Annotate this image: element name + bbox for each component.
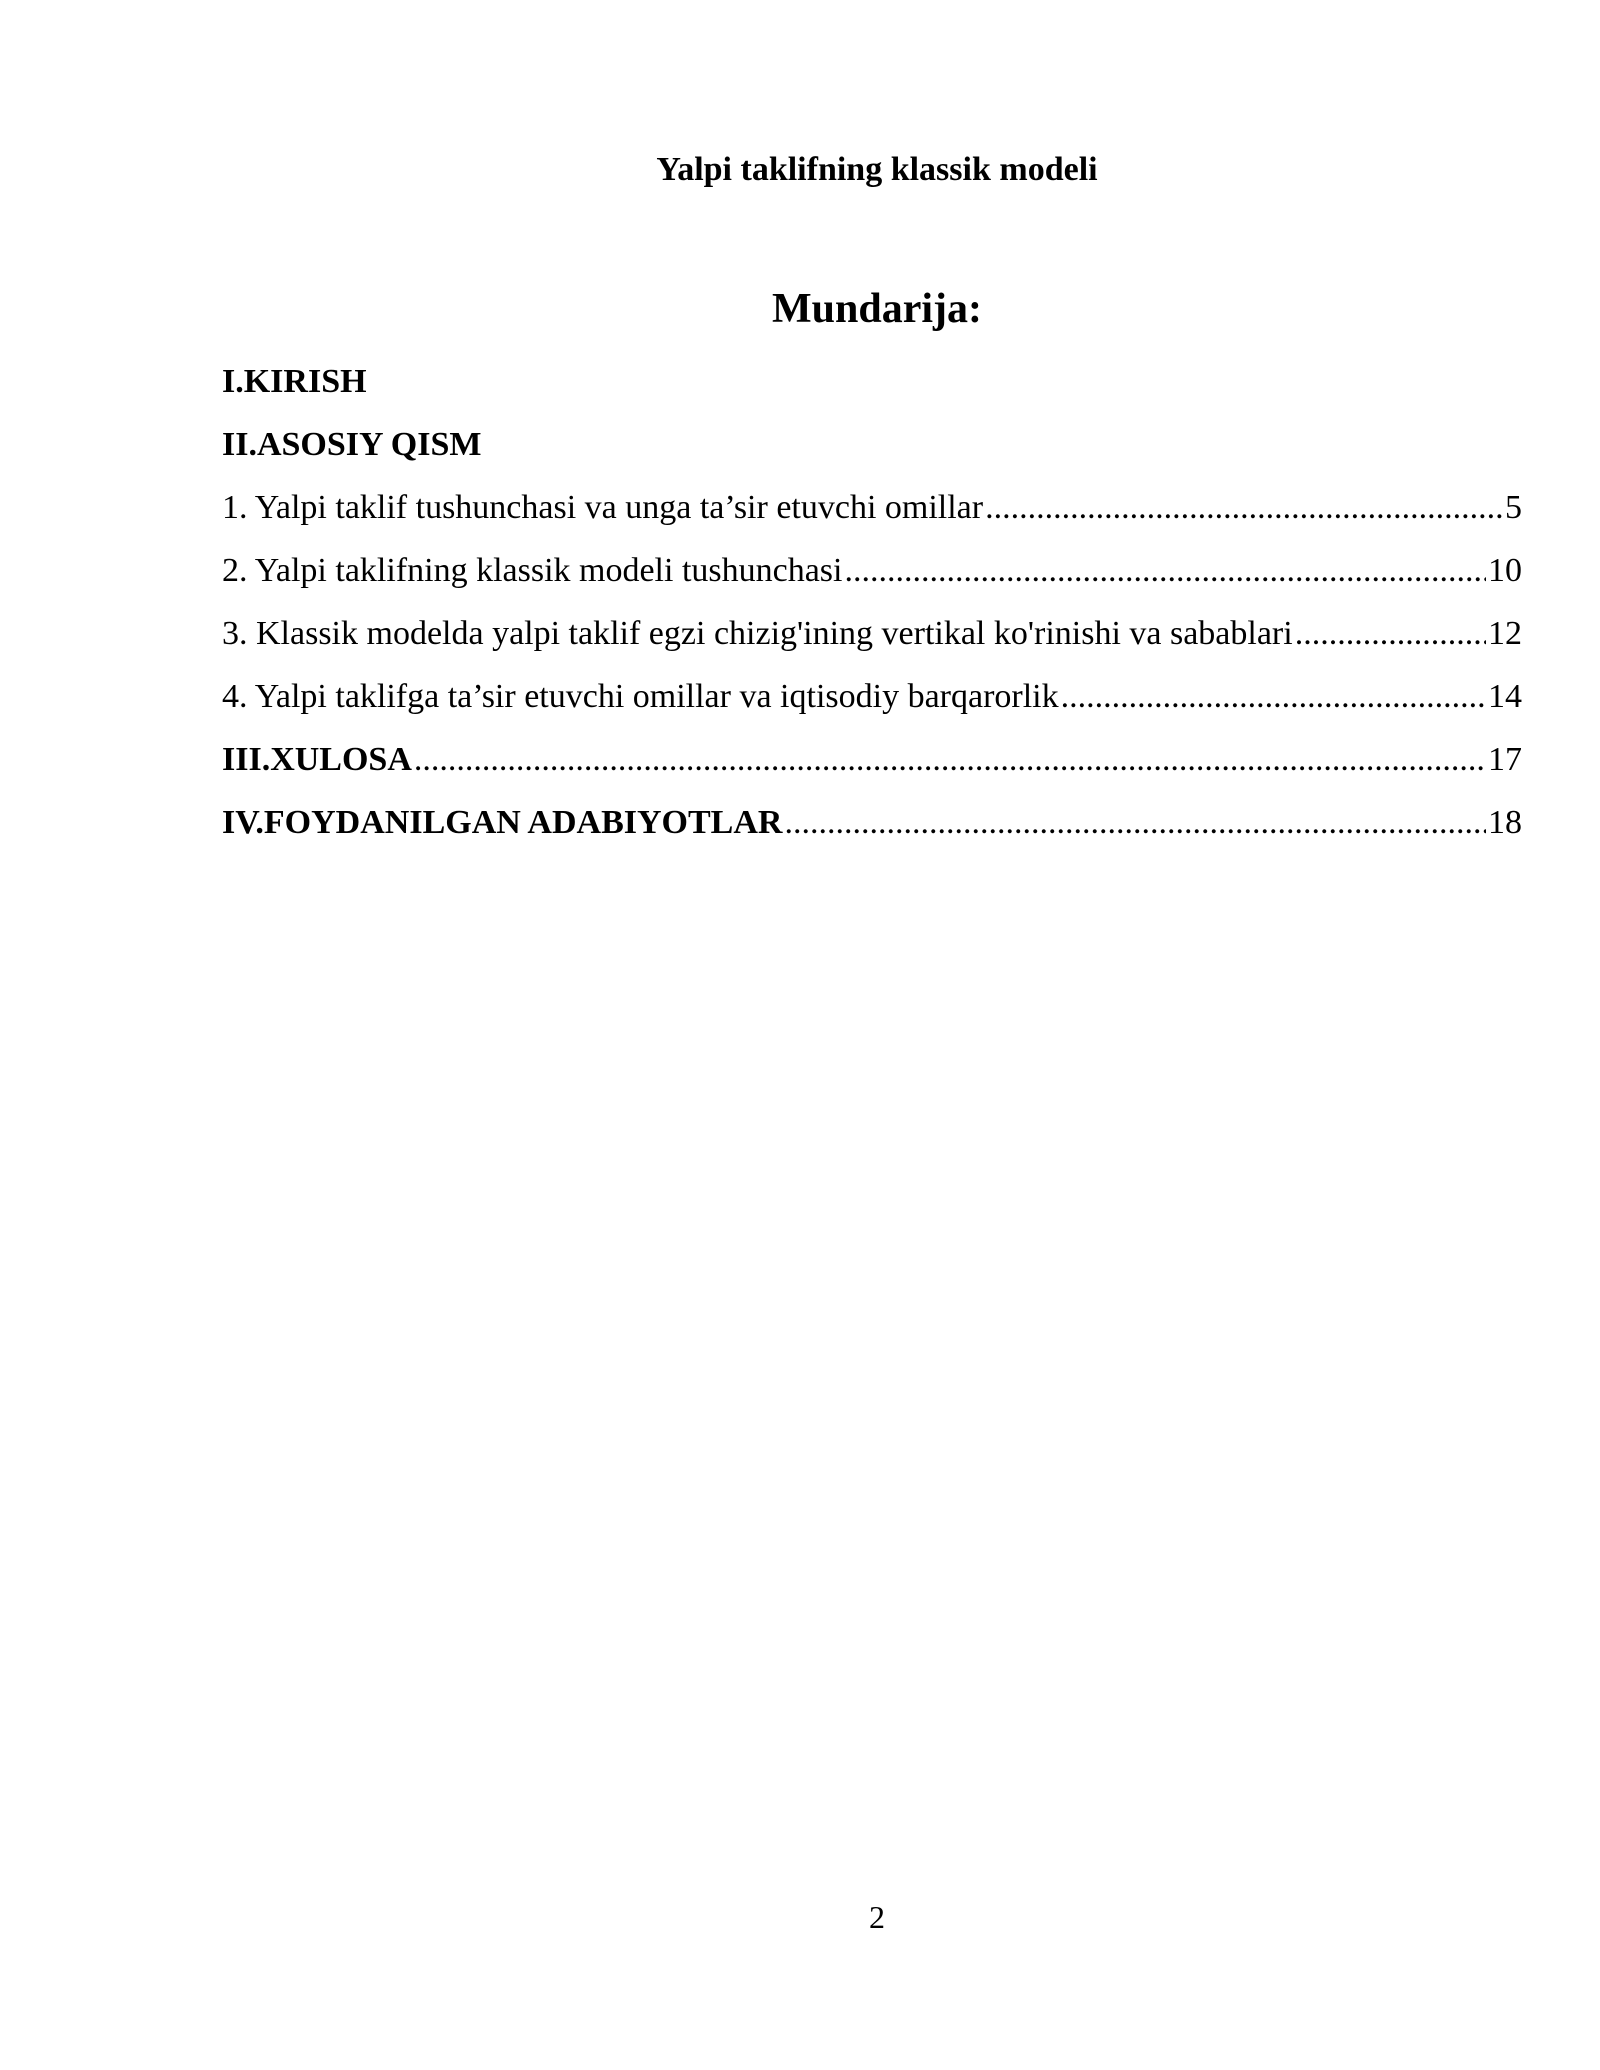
toc-dot-leader <box>985 476 1503 539</box>
toc-section-conclusion <box>222 728 1522 791</box>
toc-heading: Mundarija: <box>772 286 982 332</box>
toc-section-label: II.ASOSIY QISM <box>222 426 482 463</box>
page-number: 2 <box>869 1899 885 1935</box>
toc-section-main-part <box>222 413 1522 476</box>
toc-entry-page: 17 <box>1488 741 1522 778</box>
toc-dot-leader <box>1061 665 1486 728</box>
toc-section-references <box>222 791 1522 854</box>
toc-entry-label: 4. Yalpi taklifga ta’sir etuvchi omillar va iqtisodiy barqarorlik <box>222 678 1059 715</box>
toc-entry-page: 10 <box>1488 552 1522 589</box>
toc-entry <box>222 476 1522 539</box>
toc-entry <box>222 602 1522 665</box>
toc-entry-label: 3. Klassik modelda yalpi taklif egzi chizig'ining vertikal ko'rinishi va sabablari <box>222 615 1293 652</box>
toc-entry <box>222 665 1522 728</box>
toc-section-label: III.XULOSA <box>222 741 412 778</box>
toc-entry-page: 18 <box>1488 804 1522 841</box>
toc-entry-label: 2. Yalpi taklifning klassik modeli tushunchasi <box>222 552 843 589</box>
toc-section-label: IV.FOYDANILGAN ADABIYOTLAR <box>222 804 783 841</box>
toc-entry-page: 5 <box>1505 489 1522 526</box>
toc-entry-page: 14 <box>1488 678 1522 715</box>
toc-dot-leader <box>1295 602 1486 665</box>
table-of-contents <box>222 350 1522 854</box>
toc-dot-leader <box>784 791 1486 854</box>
toc-entry-label: 1. Yalpi taklif tushunchasi va unga ta’sir etuvchi omillar <box>222 489 984 526</box>
toc-section-label: I.KIRISH <box>222 363 367 400</box>
toc-section-introduction <box>222 350 1522 413</box>
toc-dot-leader <box>414 728 1486 791</box>
toc-dot-leader <box>844 539 1486 602</box>
document-title: Yalpi taklifning klassik modeli <box>656 151 1098 188</box>
toc-entry <box>222 539 1522 602</box>
toc-entry-page: 12 <box>1488 615 1522 652</box>
